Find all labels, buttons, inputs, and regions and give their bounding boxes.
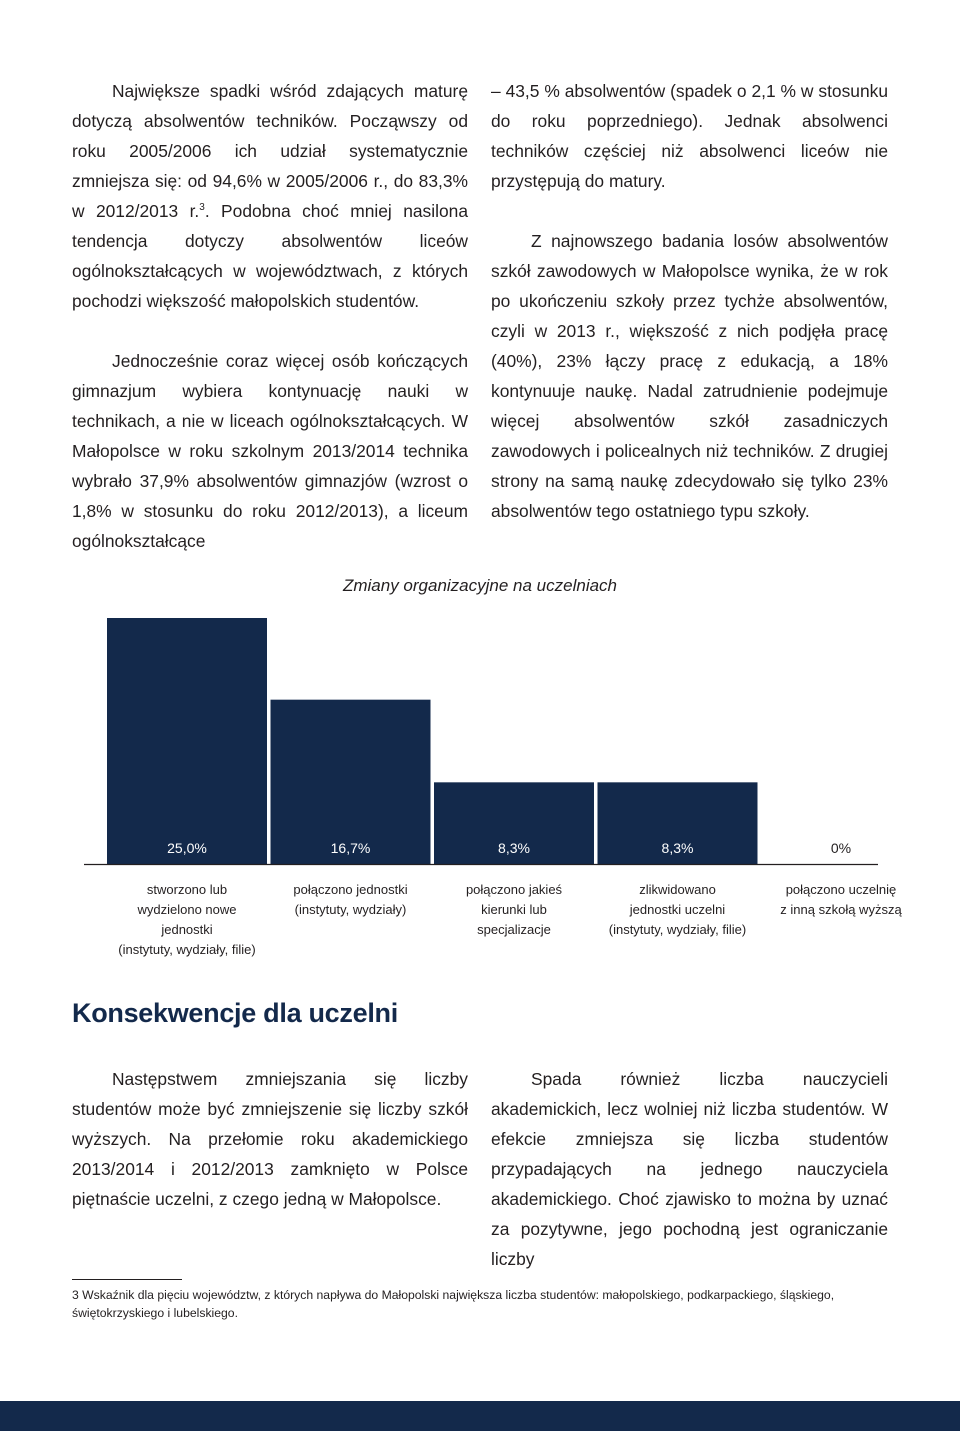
paragraph: Z najnowszego badania losów absolwentów szkół zawodowych w Małopolsce wynika, że w rok po ukończeniu szkoły przez tychże absolwentów, czyli w 2013 r., większość z nich podjęła pracę (40%), 23% łączy pracę z edukacją, a 18% kontynuuje naukę. Nadal zatrudnienie podejmuje więcej absolwentów szkół zasadniczych zawodowych i policealnych niż techników. Z drugiej strony na samą naukę zdecydowało się tylko 23% absolwentów tego ostatniego typu szkoły. [491,231,888,521]
bar-value-label: 25,0% [167,840,207,856]
paragraph [72,76,468,316]
bar-value-label: 0% [830,840,852,856]
category-label-line: (instytuty, wydziały) [294,902,407,917]
category-label-line: zlikwidowano [639,882,716,897]
category-label-line: (instytuty, wydziały, filie) [118,942,256,957]
text-column-right-top [491,76,888,526]
category-label [266,880,436,920]
footnote-divider [72,1279,182,1280]
footer-band [0,1401,960,1431]
category-label-line: jednostki [161,922,213,937]
bar-value-label: 16,7% [330,840,371,856]
text-column-left-bottom [72,1064,468,1214]
footnote: 3 Wskaźnik dla pięciu województw, z których napływa do Małopolski największa liczba studentów: małopolskiego, podkarpackiego, śląskiego, świętokrzyskiego i lubelskiego. [72,1288,835,1320]
paragraph: – 43,5 % absolwentów (spadek o 2,1 % w stosunku do roku poprzedniego). Jednak absolwenci techników częściej niż absolwenci liceów nie przystępują do matury. [491,81,888,191]
category-label-line: jednostki uczelni [629,902,726,917]
category-label-line: kierunki lub [481,902,547,917]
category-label-line: z inną szkołą wyższą [780,902,902,917]
category-label [593,880,763,940]
paragraph: Spada również liczba nauczycieli akademickich, lecz wolniej niż liczba studentów. W efekcie zmniejsza się liczba studentów przypadających na jednego nauczyciela akademickiego. Choć zjawisko to można by uznać za pozytywne, jego pochodną jest ograniczanie liczby [491,1069,888,1269]
bar-chart [0,600,960,880]
bar [107,618,267,864]
section-heading: Konsekwencje dla uczelni [72,998,398,1028]
category-label [102,880,272,960]
bar-value-label: 8,3% [498,840,530,856]
category-label-line: (instytuty, wydziały, filie) [608,922,747,937]
category-label-line: wydzielono nowe [137,902,237,917]
category-label-line: specjalizacje [477,922,551,937]
chart-title: Zmiany organizacyjne na uczelniach [342,576,618,595]
paragraph-text: . Podobna choć mniej nasilona tendencja dotyczy absolwentów liceów ogólnokształcących w województwach, z których pochodzi większość małopolskich studentów. [72,201,468,311]
paragraph-text: Największe spadki wśród zdających maturę dotyczą absolwentów techników. Począwszy od roku 2005/2006 ich udział systematycznie zmniejsza się: od 94,6% w 2005/2006 r., do 83,3% w 2012/2013 r. [72,81,468,221]
category-label [756,880,926,920]
category-label [429,880,599,940]
category-label-line: połączono uczelnię [785,882,897,897]
text-column-left-top [72,76,468,556]
category-label-line: połączono jednostki [293,882,408,897]
footnote-ref: 3 [199,202,205,214]
category-label-line: połączono jakieś [465,882,563,897]
paragraph: Następstwem zmniejszania się liczby studentów może być zmniejszenie się liczby szkół wyższych. Na przełomie roku akademickiego 2013/2014 i 2012/2013 zamknięto w Polsce piętnaście uczelni, z czego jedną w Małopolsce. [72,1069,468,1209]
paragraph: Jednocześnie coraz więcej osób kończących gimnazjum wybiera kontynuację nauki w technikach, a nie w liceach ogólnokształcących. W Małopolsce w roku szkolnym 2013/2014 technika wybrało 37,9% absolwentów gimnazjów (wzrost o 1,8% w stosunku do roku 2012/2013), a liceum ogólnokształcące [72,351,468,551]
text-column-right-bottom [491,1064,888,1274]
bar-value-label: 8,3% [661,840,694,856]
category-label-line: stworzono lub [146,882,228,897]
